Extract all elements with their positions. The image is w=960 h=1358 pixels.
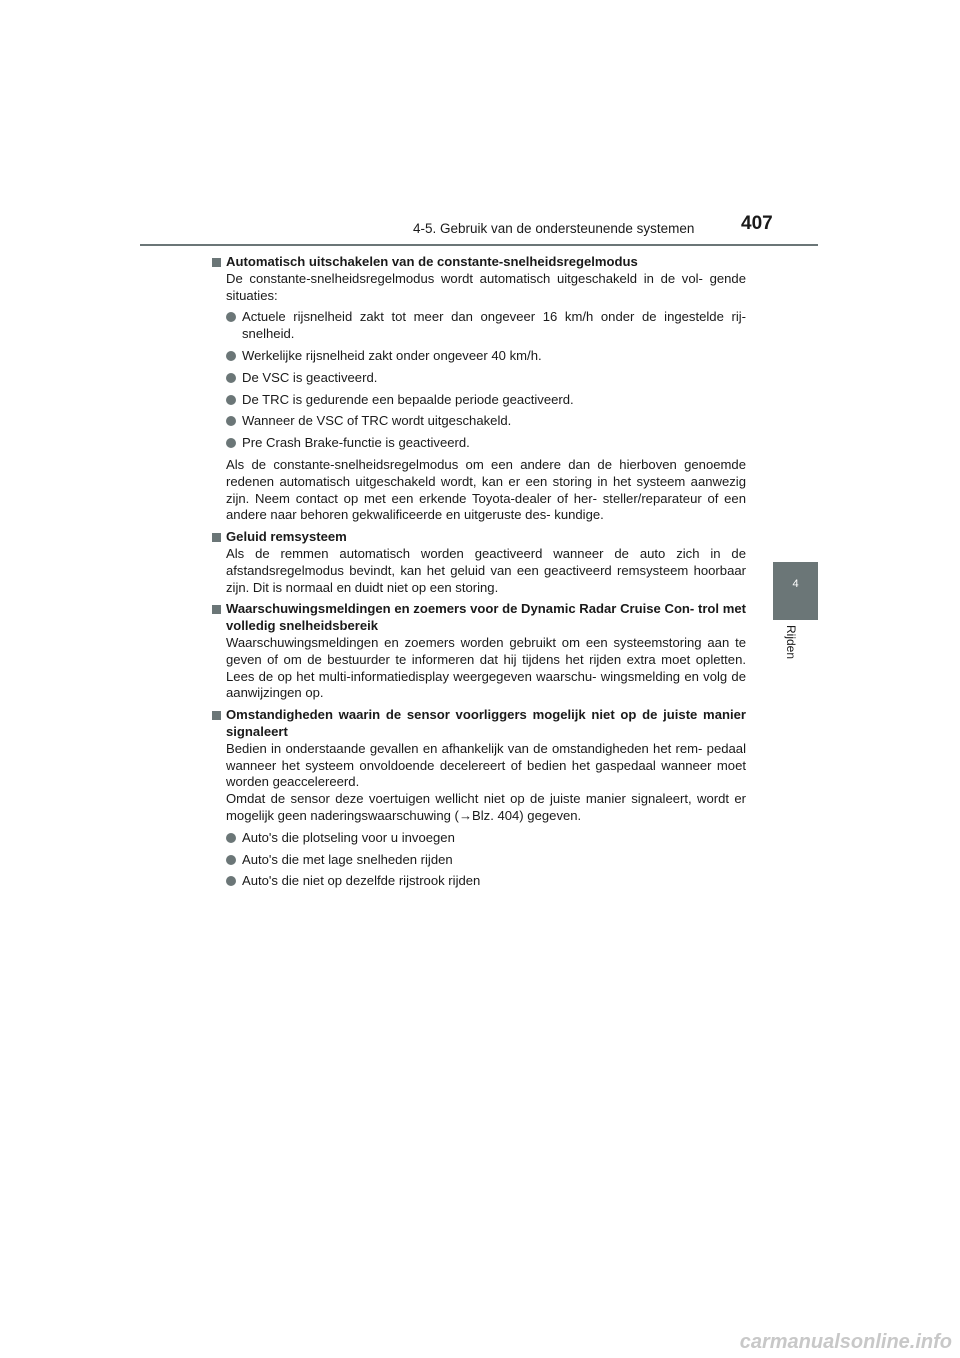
list-item-text: Wanneer de VSC of TRC wordt uitgeschakeld.	[242, 413, 512, 429]
page-content	[212, 254, 746, 890]
list-item	[212, 392, 746, 409]
round-bullet-icon	[226, 312, 236, 322]
chapter-side-label-text: Rijden	[784, 625, 798, 660]
section-title-text: Waarschuwingsmeldingen en zoemers voor de Dynamic Radar Cruise Con- trol met volledig snelheidsbereik	[226, 601, 746, 634]
round-bullet-icon	[226, 395, 236, 405]
list-item-text: Actuele rijsnelheid zakt tot meer dan ongeveer 16 km/h onder de ingestelde rij- snelheid.	[242, 309, 746, 342]
round-bullet-icon	[226, 438, 236, 448]
square-bullet-icon	[212, 258, 221, 267]
watermark: carmanualsonline.info	[739, 1331, 952, 1353]
chapter-side-label	[784, 625, 804, 675]
square-bullet-icon	[212, 605, 221, 614]
list-item	[212, 435, 746, 452]
square-bullet-icon	[212, 533, 221, 542]
list-item-text: Werkelijke rijsnelheid zakt onder ongeveer 40 km/h.	[242, 347, 542, 363]
list-item-text: Auto's die niet op dezelfde rijstrook rijden	[242, 873, 481, 889]
round-bullet-icon	[226, 351, 236, 361]
list-item	[212, 873, 746, 890]
round-bullet-icon	[226, 855, 236, 865]
list-item-text: Auto's die met lage snelheden rijden	[242, 851, 453, 867]
list-item-text: De TRC is gedurende een bepaalde periode geactiveerd.	[242, 391, 574, 407]
section-title-text: Omstandigheden waarin de sensor voorliggers mogelijk niet op de juiste manier signaleert	[226, 707, 746, 739]
paragraph: Als de remmen automatisch worden geactiveerd wanneer de auto zich in de afstandsregelmodus bevindt, kan het geluid van een geactiveerd remsysteem hoorbaar zijn. Dit is normaal en duidt niet op een storing.	[226, 545, 746, 595]
list-item	[212, 309, 746, 343]
chapter-title: 4-5. Gebruik van de ondersteunende systemen	[413, 221, 695, 236]
paragraph: Omdat de sensor deze voertuigen wellicht niet op de juiste manier signaleert, wordt er mogelijk geen naderingswaarschuwing (→Blz. 404) gegeven.	[226, 791, 746, 823]
chapter-tab: 4	[773, 562, 818, 620]
list-item	[212, 348, 746, 365]
round-bullet-icon	[226, 373, 236, 383]
round-bullet-icon	[226, 876, 236, 886]
list-item	[212, 370, 746, 387]
paragraph: Bedien in onderstaande gevallen en afhankelijk van de omstandigheden het rem- pedaal wanneer het systeem onvoldoende decelereert of bedien het gaspedaal wanneer moet worden geaccelereerd.	[226, 740, 746, 790]
round-bullet-icon	[226, 833, 236, 843]
round-bullet-icon	[226, 416, 236, 426]
list-item-text: Pre Crash Brake-functie is geactiveerd.	[242, 435, 470, 451]
list-item	[212, 413, 746, 430]
list-item	[212, 852, 746, 869]
section-title	[212, 707, 746, 741]
section-title	[212, 601, 746, 635]
header-divider	[140, 244, 818, 246]
list-item-text: Auto's die plotseling voor u invoegen	[242, 829, 455, 845]
paragraph: Als de constante-snelheidsregelmodus om een andere dan de hierboven genoemde redenen automatisch uitgeschakeld wordt, kan er een storing in het systeem aanwezig zijn. Neem contact op met een erkende Toyota-dealer of her- steller/reparateur of een andere naar behoren gekwalificeerde en uitgeruste des- kundige.	[226, 456, 746, 523]
section-title	[212, 254, 746, 271]
section-title	[212, 529, 746, 546]
list-item-text: De VSC is geactiveerd.	[242, 369, 378, 385]
section-title-text: Geluid remsysteem	[226, 529, 347, 545]
paragraph: De constante-snelheidsregelmodus wordt automatisch uitgeschakeld in de vol- gende situaties:	[226, 270, 746, 303]
section-title-text: Automatisch uitschakelen van de constante-snelheidsregelmodus	[226, 254, 638, 269]
square-bullet-icon	[212, 711, 221, 720]
list-item	[212, 830, 746, 847]
page-number: 407	[741, 213, 773, 234]
paragraph: Waarschuwingsmeldingen en zoemers worden gebruikt om een systeemstoring aan te geven of om de bestuurder te informeren dat hij tijdens het rijden extra moet opletten. Lees de op het multi-informatiedisplay weergegeven waarschu- wingsmelding en volg de aanwijzingen op.	[226, 634, 746, 701]
